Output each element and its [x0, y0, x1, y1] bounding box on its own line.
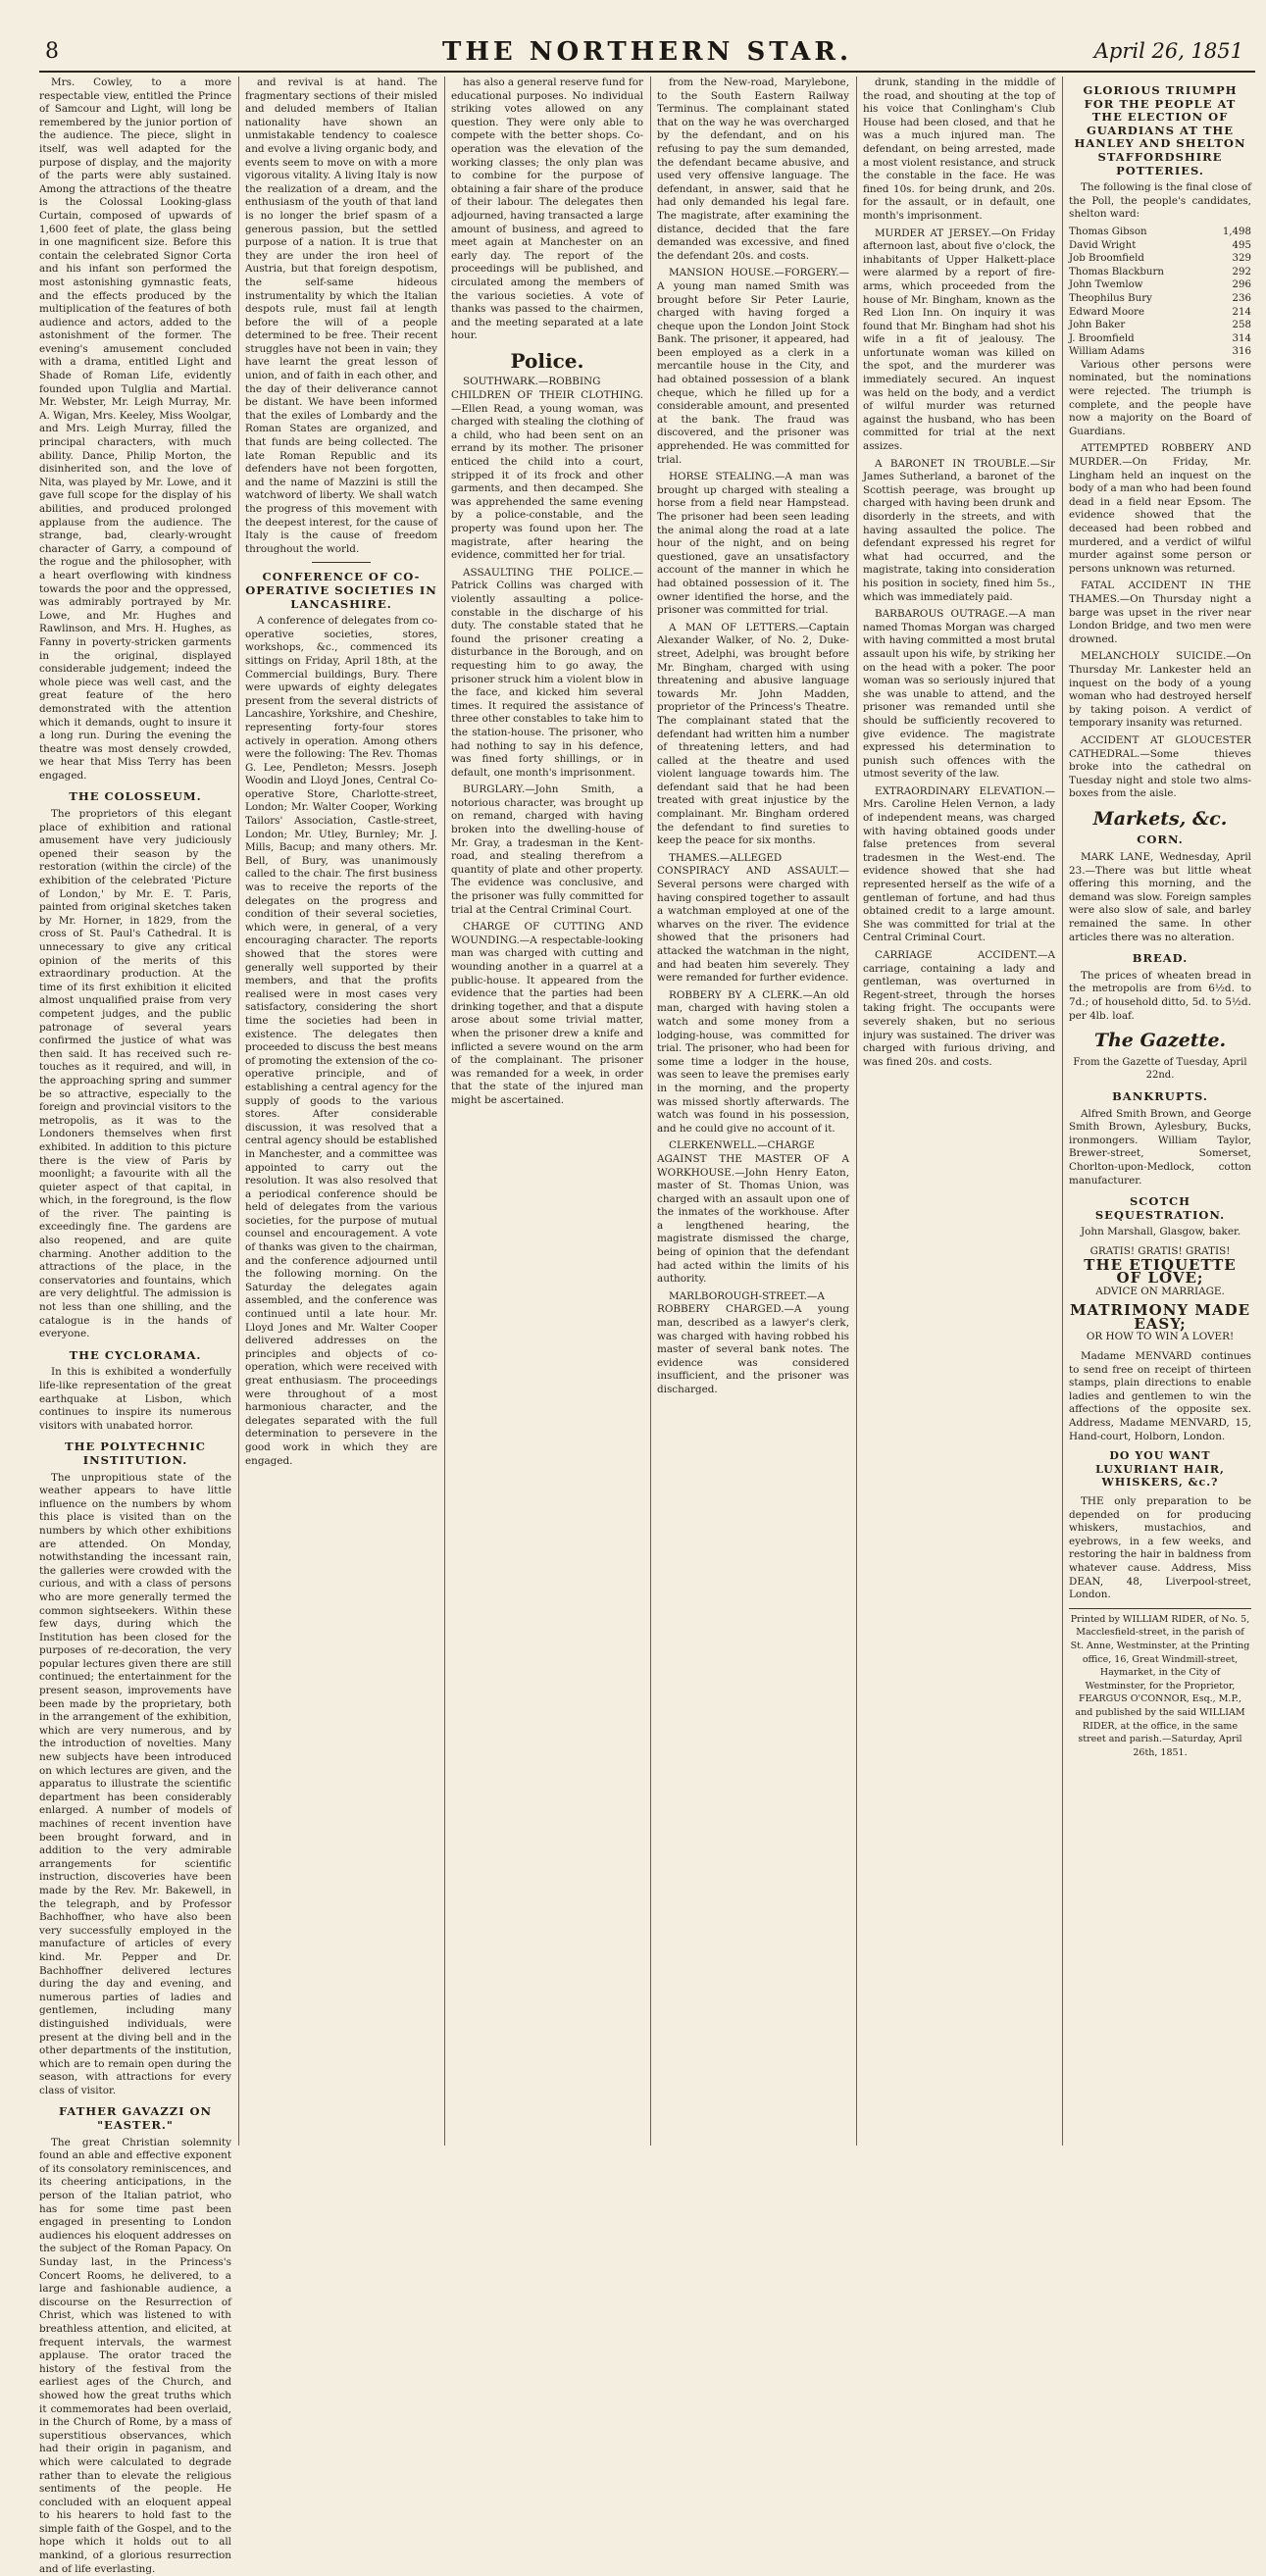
issue-date: April 26, 1851: [1093, 39, 1243, 63]
heading-cyclorama: THE CYCLORAMA.: [69, 1347, 202, 1362]
candidate-votes: 236: [1232, 292, 1251, 304]
heading-bankrupts: BANKRUPTS.: [1112, 1088, 1208, 1103]
article-paragraph: The great Christian solemnity found an able and effective exponent of its consolatory reminiscences, and its cheering anticipations, in the person of the Italian patriot, who has for some time past been engaged in presenting to London audiences his eloquent addresses on the subject of the Roman Papacy. On Sunday last, in the Princess's Concert Rooms, he delivered, to a large and fashionable audience, a discourse on the Resurrection of Christ, which was listened to with breathless attention, and elicited, at frequent intervals, the warmest applause. The orator traced the history of the festival from the earliest ages of the Church, and showed how the great truths which it commemorates had been overlaid, in the Church of Rome, by a mass of superstitious observances, which had their origin in paganism, and which were calculated to degrade rather than to elevate the religious sentiments of the people. He concluded with an eloquent appeal to his hearers to hold fast to the simple faith of the Gospel, and to the hope which it holds out to all mankind, of a glorious resurrection and of life everlasting.: [39, 2136, 231, 2575]
candidate-votes: 214: [1232, 306, 1251, 318]
advert-subtitle: OR HOW TO WIN A LOVER!: [1086, 1331, 1235, 1343]
heading-polytechnic: THE POLYTECHNIC INSTITUTION.: [65, 1440, 206, 1467]
poll-table: [1069, 226, 1251, 359]
article-paragraph: HORSE STEALING.—A man was brought up charged with stealing a horse from a field near Hampstead. The prisoner had been seen leading the animal along the road at a late hour of the night, and on being questioned, gave an unsatisfactory account of the manner in which he had obtained possession of it. The owner identified the horse, and the prisoner was committed for trial.: [657, 471, 849, 617]
article-paragraph: MARLBOROUGH-STREET.—A ROBBERY CHARGED.—A young man, described as a lawyer's clerk, was charged with having robbed his master of several bank notes. The evidence was considered insufficient, and the prisoner was discharged.: [657, 1289, 849, 1395]
market-report: The prices of wheaten bread in the metropolis are from 6½d. to 7d.; of household ditto, 5d. to 5½d. per 4lb. loaf.: [1069, 969, 1251, 1022]
gazette-entry: John Marshall, Glasgow, baker.: [1081, 1226, 1241, 1238]
article-paragraph: ACCIDENT AT GLOUCESTER CATHEDRAL.—Some thieves broke into the cathedral on Tuesday night and stole two alms-boxes from the aisle.: [1069, 733, 1251, 800]
heading-markets: Markets, &c.: [1092, 807, 1228, 830]
article-paragraph: CARRIAGE ACCIDENT.—A carriage, containing a lady and gentleman, was overturned in Regent-street, through the horses taking fright. The occupants were severely shaken, but no serious injury was sustained. The driver was charged with furious driving, and was fined 20s. and costs.: [863, 949, 1055, 1068]
column-divider: [238, 76, 239, 2146]
article-paragraph: CLERKENWELL.—CHARGE AGAINST THE MASTER OF A WORKHOUSE.—John Henry Eaton, master of St. Thomas Union, was charged with an assault upon one of the inmates of the workhouse. After a lengthened hearing, the magistrate dismissed the charge, being of opinion that the defendant had acted within the limits of his authority.: [657, 1139, 849, 1286]
column-1: [39, 76, 231, 2575]
poll-row: [1069, 266, 1251, 279]
advert-kicker: GRATIS! GRATIS! GRATIS!: [1089, 1244, 1231, 1257]
article-paragraph: CHARGE OF CUTTING AND WOUNDING.—A respectable-looking man was charged with cutting and wounding another in a quarrel at a public-house. It appeared from the evidence that the parties had been drinking together, and that a dispute arose about some trivial matter, when the prisoner drew a knife and inflicted a severe wound on the arm of the complainant. The prisoner was remanded for a week, in order that the state of the injured man might be ascertained.: [451, 921, 643, 1106]
column-divider: [444, 76, 445, 2146]
printer-imprint: Printed by WILLIAM RIDER, of No. 5, Macclesfield-street, in the parish of St. Anne, Westminster, at the Printing office, 16, Great Windmill-street, Haymarket, in the City of Westminster, for the Proprietor, FEARGUS O'CONNOR, Esq., M.P., and published by the said WILLIAM RIDER, at the office, in the same street and parish.—Saturday, April 26th, 1851.: [1069, 1608, 1251, 1760]
poll-row: [1069, 226, 1251, 239]
article-paragraph: EXTRAORDINARY ELEVATION.—Mrs. Caroline Helen Vernon, a lady of independent means, was charged with having obtained goods under false pretences from several tradesmen in the West-end. The evidence showed that she had represented herself as the wife of a gentleman of fortune, and had thus obtained credit to a large amount. She was committed for trial at the Central Criminal Court.: [863, 784, 1055, 944]
article-paragraph: drunk, standing in the middle of the road, and shouting at the top of his voice that Conlingham's Club House had been closed, and that he was a much injured man. The defendant, on being arrested, made a most violent resistance, and struck the constable in the face. He was fined 10s. for being drunk, and 20s. for the assault, or in default, one month's imprisonment.: [863, 76, 1055, 222]
advert-text: Madame MENVARD continues to send free on receipt of thirteen stamps, plain directions to enable ladies and gentlemen to win the affections of the opposite sex. Address, Madame MENVARD, 15, Hand-court, Holborn, London.: [1069, 1350, 1251, 1442]
candidate-name: John Baker: [1069, 320, 1126, 331]
advert-matrimony: [1069, 1301, 1251, 1344]
candidate-name: Edward Moore: [1069, 306, 1144, 318]
article-paragraph: The following is the final close of the Poll, the people's candidates, shelton ward:: [1069, 181, 1251, 221]
article-paragraph: The proprietors of this elegant place of exhibition and rational amusement have very judiciously opened their season by the restoration (within the circle) of the exhibition of the celebrated 'Picture of London,' by Mr. E. T. Paris, painted from original sketches taken by Mr. Horner, in 1829, from the cross of St. Paul's Cathedral. It is unnecessary to give any critical opinion of the merits of this extraordinary production. At the time of its first exhibition it elicited almost unqualified praise from very competent judges, and the public patronage of several years confirmed the justice of what was then said. It has received such re-touches as it required, and will, in the approaching spring and summer be so attractive, especially to the foreign and provincial visitors to the metropolis, as it was to the Londoners themselves when first exhibited. In addition to this picture there is the view of Paris by moonlight; a favourite with all the quieter aspect of that capital, in which, in the foreground, is the flow of the river. The painting is exceedingly fine. The gardens are also reopened, and are quite charming. Another addition to the attractions of the place, in the conservatories and fountains, which are very delightful. The admission is not less than one shilling, and the catalogue is in the hands of everyone.: [39, 808, 231, 1340]
candidate-name: J. Broomfield: [1069, 332, 1135, 344]
article-paragraph: ROBBERY BY A CLERK.—An old man, charged with having stolen a watch and some money from a lodging-house, was committed for trial. The prisoner, who had been for some time a lodger in the house, was seen to leave the premises early in the morning, and the property was missed shortly afterwards. The watch was found in his possession, and he could give no account of it.: [657, 988, 849, 1135]
article-paragraph: MANSION HOUSE.—FORGERY.—A young man named Smith was brought before Sir Peter Laurie, charged with having forged a cheque upon the London Joint Stock Bank. The prisoner, it appeared, had been employed as a clerk in a mercantile house in the City, and had obtained possession of a blank cheque, which he filled up for a considerable amount, and presented at the bank. The fraud was discovered, and the prisoner was apprehended. He was committed for trial.: [657, 267, 849, 466]
heading-gavazzi: FATHER GAVAZZI ON "EASTER.": [58, 2104, 213, 2133]
article-paragraph: MELANCHOLY SUICIDE.—On Thursday Mr. Lankester held an inquest on the body of a young woman who had destroyed herself by taking poison. A verdict of temporary insanity was returned.: [1069, 650, 1251, 730]
article-paragraph: A BARONET IN TROUBLE.—Sir James Sutherland, a baronet of the Scottish peerage, was brought up charged with having been drunk and disorderly in the streets, and with having assaulted the police. The defendant expressed his regret for what had occurred, and the magistrate, taking into consideration his position in society, fined him 5s., which was immediately paid.: [863, 457, 1055, 603]
article-paragraph: from the New-road, Marylebone, to the South Eastern Railway Terminus. The complainant stated that on the way he was overcharged by the defendant, and on his refusing to pay the sum demanded, the defendant became abusive, and used very offensive language. The defendant, in answer, said that he had only demanded his legal fare. The magistrate, after examining the distance, decided that the fare demanded was excessive, and fined the defendant 20s. and costs.: [657, 76, 849, 262]
candidate-votes: 296: [1232, 279, 1251, 291]
candidate-name: John Twemlow: [1069, 279, 1143, 291]
advert-etiquette: [1069, 1245, 1251, 1298]
market-report: MARK LANE, Wednesday, April 23.—There was but little wheat offering this morning, and the demand was slow. Foreign samples were also slow of sale, and barley remained the same. In other articles there was no alteration.: [1069, 851, 1251, 943]
page-number: 8: [45, 39, 59, 64]
article-paragraph: has also a general reserve fund for educational purposes. No individual striking votes allowed on any question. They were only able to compete with the better shops. Co-operation was the elevation of the working classes; the only plan was to combine for the purpose of obtaining a fair share of the produce of their labour. The delegates then adjourned, having transacted a large amount of business, and agreed to meet again at Manchester on an early day. The report of the proceedings will be published, and circulated among the members of the various societies. A vote of thanks was passed to the chairmen, and the meeting separated at a late hour.: [451, 76, 643, 342]
heading-scotch: SCOTCH SEQUESTRATION.: [1094, 1194, 1226, 1222]
article-paragraph: A conference of delegates from co-operative societies, stores, workshops, &c., commenced its sittings on Friday, April 18th, at the Commercial buildings, Bury. There were upwards of eighty delegates present from the several districts of Lancashire, Yorkshire, and Cheshire, representing forty-four stores actively in operation. Among others were the following: The Rev. Thomas G. Lee, Pendleton; Messrs. Joseph Woodin and Lloyd Jones, Central Co-operative Store, Charlotte-street, London; Mr. Walter Cooper, Working Tailors' Association, Castle-street, London; Mr. Utley, Burnley; Mr. J. Mills, Bacup; and many others. Mr. Bell, of Bury, was unanimously called to the chair. The first business was to receive the reports of the delegates on the progress and condition of their several societies, which were, in general, of a very encouraging character. The reports showed that the stores were generally well supported by their members, and that the profits realised were in most cases very satisfactory, considering the short time the societies had been in existence. The delegates then proceeded to discuss the best means of promoting the extension of the co-operative principle, and of establishing a central agency for the supply of goods to the various stores. After considerable discussion, it was resolved that a central agency should be established in Manchester, and a committee was appointed to carry out the resolution. It was also resolved that a periodical conference should be held of delegates from the various societies, for the purpose of mutual counsel and encouragement. A vote of thanks was given to the chairman, and the conference adjourned until the following morning. On the Saturday the delegates again assembled, and the conference was continued until a late hour. Mr. Lloyd Jones and Mr. Walter Cooper delivered addresses on the principles and objects of co-operation, which were received with great enthusiasm. The proceedings were throughout of a most harmonious character, and the delegates separated with the full determination to persevere in the good work in which they are engaged.: [245, 615, 437, 1467]
candidate-name: William Adams: [1069, 346, 1145, 358]
heading-triumph: GLORIOUS TRIUMPH FOR THE PEOPLE AT THE ELECTION OF GUARDIANS AT THE HANLEY AND SHELTON STAFFORDSHIRE POTTERIES.: [1074, 83, 1246, 177]
advert-title: DO YOU WANT LUXURIANT HAIR, WHISKERS, &c.?: [1095, 1449, 1225, 1490]
article-paragraph: BARBAROUS OUTRAGE.—A man named Thomas Morgan was charged with having committed a most brutal assault upon his wife, by striking her on the head with a poker. The poor woman was so seriously injured that she was unable to attend, and the prisoner was remanded until she should be sufficiently recovered to give evidence. The magistrate expressed his determination to punish such offences with the utmost severity of the law.: [863, 608, 1055, 781]
article-paragraph: A MAN OF LETTERS.—Captain Alexander Walker, of No. 2, Duke-street, Adelphi, was brought before Mr. Bingham, charged with using threatening and abusive language towards Mr. John Madden, proprietor of the Princess's Theatre. The complainant stated that the defendant had written him a number of threatening letters, and had called at the theatre and used violent language towards him. The defendant said that he had been treated with great injustice by the complainant. Mr. Bingham ordered the defendant to find sureties to keep the peace for six months.: [657, 621, 849, 847]
column-4: [657, 76, 849, 2146]
heading-conference: CONFERENCE OF CO-OPERATIVE SOCIETIES IN LANCASHIRE.: [245, 570, 437, 611]
article-paragraph: and revival is at hand. The fragmentary sections of their misled and deluded members of Italian nationality have shown an unmistakable tendency to coalesce and evolve a living organic body, and events seem to move on with a more vigorous vitality. A living Italy is now the realization of a dream, and the enthusiasm of the youth of that land is no longer the brief spasm of a generous passion, but the settled purpose of a nation. It is true that they are under the iron heel of Austria, but that foreign despotism, the self-same hideous instrumentality by which the Italian despots rule, must fail at length before the will of a people determined to be free. Their recent struggles have not been in vain; they have learnt the great lesson of union, and of faith in each other, and the day of their deliverance cannot be distant. We have been informed that the exiles of Lombardy and the Roman States are organized, and that funds are being collected. The late Roman Republic and its defenders have not been forgotten, and the name of Mazzini is still the watchword of liberty. We shall watch the progress of this movement with the deepest interest, for the cause of Italy is the cause of freedom throughout the world.: [245, 76, 437, 555]
article-paragraph: BURGLARY.—John Smith, a notorious character, was brought up on remand, charged with having broken into the dwelling-house of Mr. Gray, a tradesman in the Kent-road, and stealing therefrom a quantity of plate and other property. The evidence was conclusive, and the prisoner was fully committed for trial at the Central Criminal Court.: [451, 783, 643, 916]
heading-corn: CORN.: [1137, 833, 1184, 847]
column-divider: [1062, 76, 1063, 2146]
article-paragraph: Various other persons were nominated, but the nominations were rejected. The triumph is complete, and the people have now a majority on the Board of Guardians.: [1069, 358, 1251, 437]
advert-subtitle: ADVICE ON MARRIAGE.: [1095, 1285, 1225, 1297]
article-paragraph: SOUTHWARK.—ROBBING CHILDREN OF THEIR CLOTHING.—Ellen Read, a young woman, was charged with stealing the clothing of a child, who had been sent on an errand by its mother. The prisoner enticed the child into a court, stripped it of its frock and other garments, and then decamped. She was apprehended the same evening by a police-constable, and the property was found upon her. The magistrate, after hearing the evidence, committed her for trial.: [451, 376, 643, 562]
poll-row: [1069, 319, 1251, 332]
gazette-date: From the Gazette of Tuesday, April 22nd.: [1073, 1056, 1247, 1082]
article-paragraph: MURDER AT JERSEY.—On Friday afternoon last, about five o'clock, the inhabitants of Upper Halkett-place were alarmed by a report of fire-arms, which proceeded from the house of Mr. Bingham, known as the Red Lion Inn. On inquiry it was found that Mr. Bingham had shot his wife in a fit of jealousy. The unfortunate woman was killed on the spot, and the murderer was immediately secured. An inquest was held on the body, and a verdict of wilful murder was returned against the husband, who has been committed for trial at the next assizes.: [863, 227, 1055, 453]
article-paragraph: THAMES.—ALLEGED CONSPIRACY AND ASSAULT.—Several persons were charged with having conspired together to assault a watchman employed at one of the wharves on the river. The evidence showed that the prisoners had attacked the watchman in the night, and had beaten him severely. They were remanded for further evidence.: [657, 851, 849, 985]
heading-gazette: The Gazette.: [1093, 1030, 1227, 1052]
candidate-name: David Wright: [1069, 239, 1137, 251]
poll-row: [1069, 332, 1251, 346]
candidate-votes: 329: [1232, 253, 1251, 265]
poll-row: [1069, 252, 1251, 266]
article-paragraph: Mrs. Cowley, to a more respectable view, entitled the Prince of Samcour and Light, will long be remembered by the junior portion of the audience. The piece, slight in itself, was well adapted for the purpose of display, and the majority of the parts were ably sustained. Among the attractions of the theatre is the Colossal Looking-glass Curtain, composed of upwards of 1,600 feet of plate, the glass being in one magnificent size. Before this contain the celebrated Signor Corta and his infant son performed the most astonishing gymnastic feats, and the effects produced by the multiplication of the features of both audience and actors, added to the astonishment of the former. The evening's amusement concluded with a drama, entitled Light and Shade of Roman Life, evidently founded upon Tulglia and Martial. Mr. Webster, Mr. Leigh Murray, Mr. A. Wigan, Mrs. Keeley, Miss Woolgar, and Mrs. Leigh Murray, filled the principal characters, with much ability. Dance, Philip Morton, the disinherited son, and the love of Nita, was played by Mr. Lowe, and it gave full scope for the display of his abilities, and produced prolonged applause from the audience. The strange, bad, clearly-wrought character of Garry, a compound of the rogue and the philosopher, with a heart overflowing with kindness towards the poor and the oppressed, was admirably portrayed by Mr. Lowe, and Mr. Hughes and Rawlinson, and Mrs. H. Hughes, as Fanny in poverty-stricken garments in the original, displayed considerable judgement; indeed the whole piece was well cast, and the great feature of the hero demonstrated with the attention which it demands, ought to insure it a long run. During the evening the theatre was most densely crowded, we hear that Miss Terry has been engaged.: [39, 76, 231, 782]
advert-hair: [1069, 1449, 1251, 1490]
candidate-votes: 1,498: [1222, 226, 1251, 237]
article-paragraph: ATTEMPTED ROBBERY AND MURDER.—On Friday, Mr. Lingham held an inquest on the body of a man who had been found dead in a field near Epsom. The evidence showed that the deceased had been robbed and murdered, and a verdict of wilful murder against some person or persons unknown was returned.: [1069, 442, 1251, 575]
poll-row: [1069, 278, 1251, 292]
column-5: [863, 76, 1055, 2146]
candidate-votes: 495: [1232, 239, 1251, 251]
poll-row: [1069, 306, 1251, 320]
masthead: [39, 33, 1255, 73]
gazette-entry: Alfred Smith Brown, and George Smith Brown, Aylesbury, Bucks, ironmongers. William Taylor, Brewer-street, Somerset, Chorlton-upon-Medlock, cotton manufacturer.: [1069, 1107, 1251, 1187]
column-6: [1069, 76, 1251, 2146]
article-paragraph: The unpropitious state of the weather appears to have little influence on the numbers by whom this place is visited than on the numbers by which other exhibitions are attended. On Monday, notwithstanding the incessant rain, the galleries were crowded with the curious, and with a class of persons who are more generally termed the common sightseekers. Within these few days, during which the Institution has been closed for the purposes of re-decoration, the very popular lectures given there are still continued; the entertainment for the present season, improvements have been made by the proprietary, both in the arrangement of the exhibition, which are very numerous, and by the introduction of novelties. Many new subjects have been introduced on which lectures are given, and the apparatus to illustrate the scientific department has been considerably enlarged. A number of models of machines of recent invention have been brought forward, and in addition to the very admirable arrangements for scientific instruction, discoveries have been made by the Rev. Mr. Bakewell, in the telegraph, and by Professor Bachhoffner, who have also been very successfully employed in the manufacture of articles of every kind. Mr. Pepper and Dr. Bachhoffner delivered lectures during the day and evening, and numerous parties of ladies and gentlemen, including many distinguished individuals, were present at the diving bell and in the other departments of the institution, which are to remain open during the season, with attractions for every class of visitor.: [39, 1471, 231, 2096]
newspaper-page: [39, 0, 1255, 2575]
candidate-name: Job Broomfield: [1069, 253, 1144, 265]
candidate-votes: 258: [1232, 320, 1251, 331]
candidate-name: Theophilus Bury: [1069, 292, 1152, 304]
advert-text: THE only preparation to be depended on for producing whiskers, mustachios, and eyebrows, in a few weeks, and restoring the hair in baldness from whatever cause. Address, Miss DEAN, 48, Liverpool-street, London.: [1069, 1495, 1251, 1601]
column-divider: [650, 76, 651, 2146]
poll-row: [1069, 345, 1251, 359]
heading-bread: BREAD.: [1132, 951, 1189, 966]
candidate-votes: 314: [1232, 332, 1251, 344]
heading-police: Police.: [510, 348, 584, 373]
article-paragraph: FATAL ACCIDENT IN THE THAMES.—On Thursday night a barge was upset in the river near London Bridge, and two men were drowned.: [1069, 580, 1251, 645]
article-paragraph: ASSAULTING THE POLICE.—Patrick Collins was charged with violently assaulting a police-constable in the discharge of his duty. The constable stated that he found the prisoner creating a disturbance in the Borough, and on requesting him to go away, the prisoner struck him a violent blow in the face, and kicked him several times. It required the assistance of three other constables to take him to the station-house. The prisoner, who had nothing to say in his defence, was fined forty shillings, or in default, one month's imprisonment.: [451, 566, 643, 779]
poll-row: [1069, 239, 1251, 253]
heading-colosseum: THE COLOSSEUM.: [69, 789, 202, 804]
candidate-name: Thomas Gibson: [1069, 226, 1147, 237]
candidate-votes: 316: [1232, 346, 1251, 358]
columns: [39, 76, 1255, 2575]
article-paragraph: In this is exhibited a wonderfully life-like representation of the great earthquake at Lisbon, which continues to inspire its numerous visitors with unabated horror.: [39, 1366, 231, 1432]
column-divider: [856, 76, 857, 2146]
column-2: [245, 76, 437, 2146]
advert-title: THE ETIQUETTE OF LOVE;: [1084, 1255, 1237, 1288]
column-3: [451, 76, 643, 2146]
section-divider: [312, 562, 371, 563]
candidate-name: Thomas Blackburn: [1069, 266, 1164, 278]
newspaper-title: THE NORTHERN STAR.: [441, 37, 853, 67]
advert-title: MATRIMONY MADE EASY;: [1069, 1301, 1251, 1333]
poll-row: [1069, 292, 1251, 306]
candidate-votes: 292: [1232, 266, 1251, 278]
